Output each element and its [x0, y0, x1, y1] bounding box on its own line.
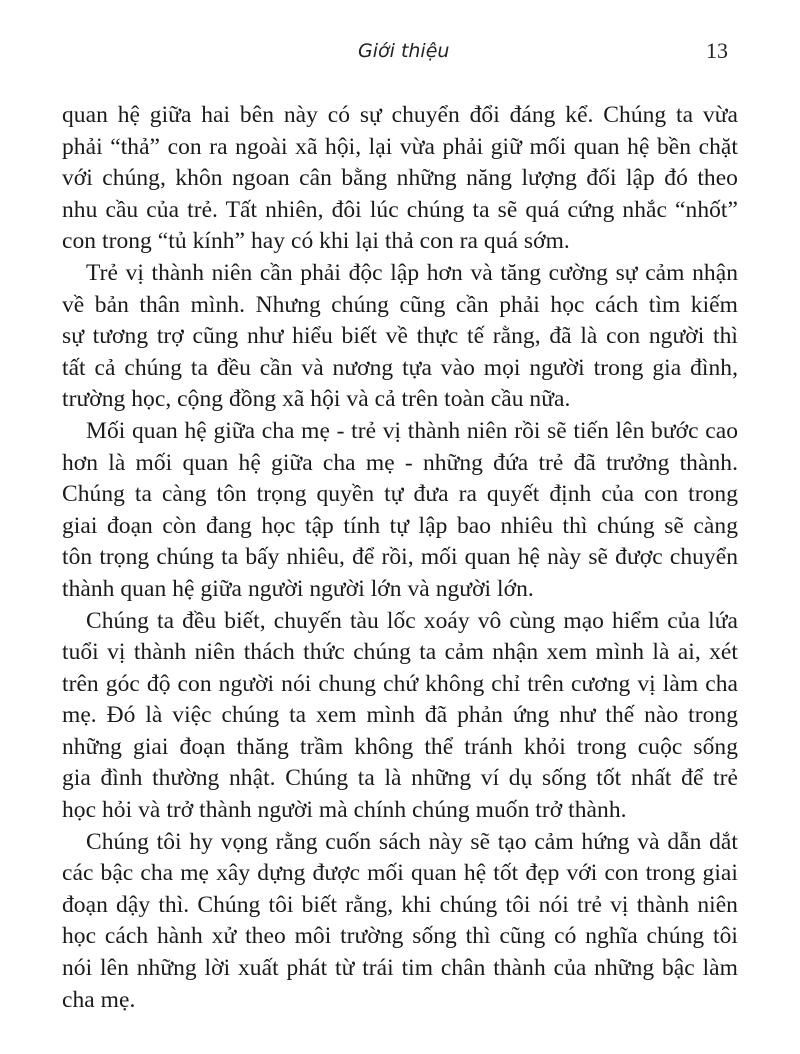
text-line: giai đoạn còn đang học tập tính tự lập bao nhiêu thì chúng sẽ càng	[62, 512, 738, 539]
body-text	[62, 100, 738, 1016]
text-line: về bản thân mình. Nhưng chúng cũng cần phải học cách tìm kiếm	[62, 291, 738, 318]
text-line: nói lên những lời xuất phát từ trái tim chân thành của những bậc làm	[62, 955, 738, 982]
text-line: sự tương trợ cũng như hiểu biết về thực tế rằng, đã là con người thì	[62, 323, 738, 350]
text-line: Chúng tôi hy vọng rằng cuốn sách này sẽ tạo cảm hứng và dẫn dắt	[86, 828, 738, 855]
text-line: phải “thả” con ra ngoài xã hội, lại vừa phải giữ mối quan hệ bền chặt	[62, 133, 738, 160]
text-line: con trong “tủ kính” hay có khi lại thả con ra quá sớm.	[62, 228, 570, 255]
text-line: hơn là mối quan hệ giữa cha mẹ - những đứa trẻ đã trưởng thành.	[62, 449, 738, 476]
paragraph-3	[62, 416, 738, 606]
text-line: Mối quan hệ giữa cha mẹ - trẻ vị thành niên rồi sẽ tiến lên bước cao	[86, 417, 738, 444]
page-number: 13	[706, 38, 728, 63]
text-line: nhu cầu của trẻ. Tất nhiên, đôi lúc chúng ta sẽ quá cứng nhắc “nhốt”	[62, 196, 738, 223]
paragraph-4	[62, 606, 738, 827]
text-line: quan hệ giữa hai bên này có sự chuyển đổi đáng kể. Chúng ta vừa	[62, 102, 738, 128]
text-line: tất cả chúng ta đều cần và nương tựa vào mọi người trong gia đình,	[62, 354, 738, 381]
text-line: các bậc cha mẹ xây dựng được mối quan hệ tốt đẹp với con trong giai	[62, 860, 738, 887]
text-line: trường học, cộng đồng xã hội và cả trên toàn cầu nữa.	[62, 386, 571, 413]
paragraph-5	[62, 827, 738, 1017]
text-line: học hỏi và trở thành người mà chính chúng muốn trở thành.	[62, 797, 627, 824]
text-line: thành quan hệ giữa người người lớn và người lớn.	[62, 575, 534, 602]
text-line: Chúng ta đều biết, chuyến tàu lốc xoáy vô cùng mạo hiểm của lứa	[86, 607, 738, 634]
text-line: với chúng, khôn ngoan cân bằng những năng lượng đối lập đó theo	[62, 165, 738, 192]
text-line: đoạn dậy thì. Chúng tôi biết rằng, khi chúng tôi nói trẻ vị thành niên	[62, 891, 738, 918]
text-line: cha mẹ.	[62, 986, 136, 1013]
running-header	[0, 36, 800, 66]
paragraph-2	[62, 258, 738, 416]
text-line: tuổi vị thành niên thách thức chúng ta cảm nhận xem mình là ai, xét	[62, 639, 738, 666]
text-line: trên góc độ con người nói chung chứ không chỉ trên cương vị làm cha	[62, 670, 738, 697]
section-title: Giới thiệu	[358, 40, 450, 62]
text-line: gia đình thường nhật. Chúng ta là những ví dụ sống tốt nhất để trẻ	[62, 765, 738, 792]
text-line: Chúng ta càng tôn trọng quyền tự đưa ra quyết định của con trong	[62, 481, 738, 508]
paragraph-1	[62, 100, 738, 258]
text-line: học cách hành xử theo môi trường sống thì cũng có nghĩa chúng tôi	[62, 923, 738, 950]
text-line: tôn trọng chúng ta bấy nhiêu, để rồi, mối quan hệ này sẽ được chuyển	[62, 544, 738, 571]
text-line: những giai đoạn thăng trầm không thể tránh khỏi trong cuộc sống	[62, 733, 738, 760]
text-line: Trẻ vị thành niên cần phải độc lập hơn và tăng cường sự cảm nhận	[86, 259, 738, 286]
text-line: mẹ. Đó là việc chúng ta xem mình đã phản ứng như thế nào trong	[62, 702, 738, 729]
